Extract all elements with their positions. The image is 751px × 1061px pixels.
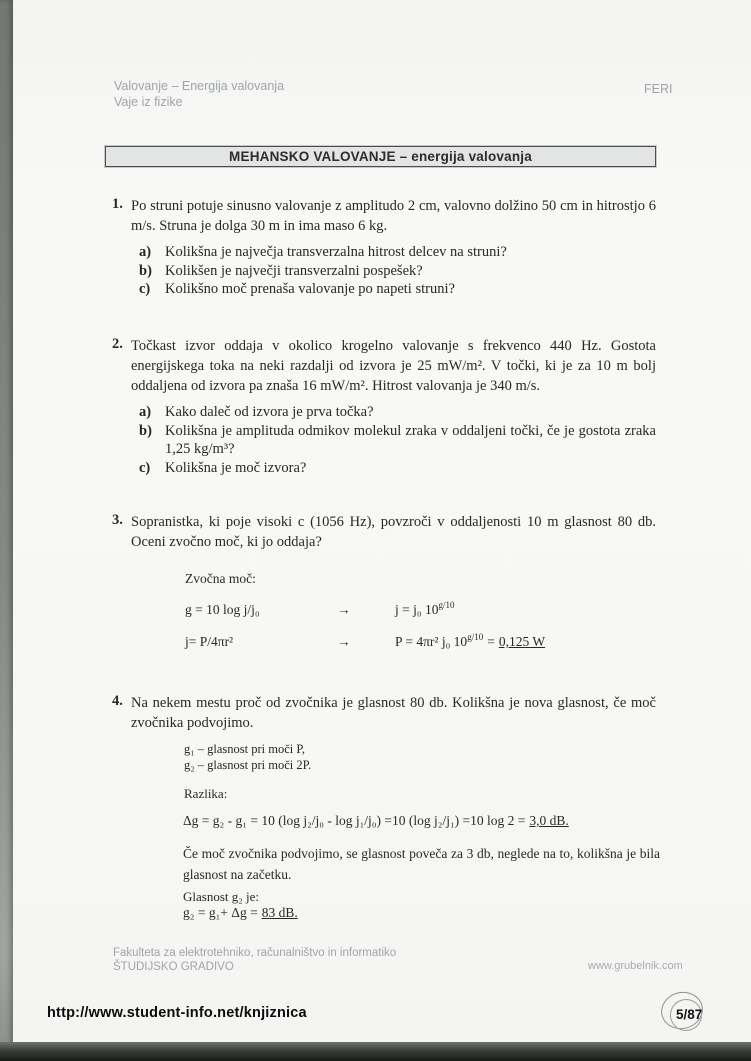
question-2-item-b	[139, 422, 656, 459]
arrow-right-icon: →	[337, 602, 351, 617]
question-1-intro: Po struni potuje sinusno valovanje z amplitudo 2 cm, valovno dolžino 50 cm in hitrostjo 6 m/s. Struna je dolga 30 m in ima maso 6 kg.	[131, 198, 656, 234]
delta-formula-result: 3,0 dB.	[529, 813, 569, 828]
item-label: a)	[139, 244, 152, 260]
item-label: a)	[139, 404, 152, 420]
page-header	[114, 79, 284, 110]
formula-row-1	[185, 601, 545, 618]
item-text: Kolikšna je moč izvora?	[165, 459, 307, 476]
item-label: b)	[139, 262, 152, 279]
definition-g2: g₂ – glasnost pri moči 2P.	[184, 758, 312, 772]
question-2	[112, 336, 656, 477]
equals-sign: =	[487, 634, 495, 649]
question-3-number: 3.	[112, 512, 123, 528]
footer-material-label: ŠTUDIJSKO GRADIVO	[113, 960, 234, 973]
loudness-label: Glasnost g₂ je:	[183, 889, 260, 904]
delta-formula-main: Δg = g₂ - g₁ = 10 (log j₂/j₀ - log j₁/j₀) =10 (log j₂/j₁) =10 log 2 =	[183, 813, 526, 828]
question-4-intro: Na nekem mestu proč od zvočnika je glasnost 80 db. Kolikšna je nova glasnost, če moč zvočnika podvojimo.	[131, 695, 656, 731]
question-4	[112, 693, 656, 733]
solution-3-heading: Zvočna moč:	[185, 571, 256, 586]
solution-4-delta-formula	[183, 813, 569, 829]
formula-right	[395, 633, 545, 650]
page-number: 5/87	[676, 1007, 703, 1022]
loudness-formula-result: 83 dB.	[261, 905, 298, 920]
question-2-number: 2.	[112, 336, 123, 352]
item-text: Kolikšen je največji transverzalni pospešek?	[165, 262, 423, 279]
solution-4-difference-heading: Razlika:	[184, 786, 228, 801]
question-1-item-a	[139, 243, 656, 262]
solution-4-definitions	[184, 741, 311, 773]
item-label: b)	[139, 422, 152, 439]
item-text: Kako daleč od izvora je prva točka?	[165, 404, 374, 420]
document-title: MEHANSKO VALOVANJE – energija valovanja	[229, 149, 532, 164]
solution-4-loudness	[183, 889, 298, 921]
formula-exponent: g/10	[467, 632, 484, 642]
question-2-item-a	[139, 403, 656, 422]
footer-faculty: Fakulteta za elektrotehniko, računalništvo in informatiko	[113, 947, 397, 959]
question-1	[112, 196, 656, 299]
loudness-formula-main: g₂ = g₁+ Δg =	[183, 905, 258, 920]
item-text: Kolikšna je amplituda odmikov molekul zraka v oddaljeni točki, če je gostota zraka 1,25 kg/m³?	[165, 422, 656, 458]
formula-result: 0,125 W	[498, 634, 546, 649]
header-subtitle: Vaje iz fizike	[114, 94, 183, 109]
formula-right	[395, 601, 454, 618]
scan-bottom-edge	[0, 1042, 751, 1061]
formula-base: P = 4πr² j₀ 10	[395, 634, 468, 649]
item-text: Kolikšno moč prenaša valovanje po napeti struni?	[165, 281, 455, 298]
document-title-box	[105, 146, 656, 167]
question-4-number: 4.	[112, 693, 123, 709]
question-1-number: 1.	[112, 196, 123, 212]
question-2-items	[139, 403, 656, 477]
item-text: Kolikšna je največja transverzalna hitrost delcev na struni?	[165, 244, 507, 260]
solution-4-note: Če moč zvočnika podvojimo, se glasnost poveča za 3 db, neglede na to, kolikšna je bila glasnost na začetku.	[183, 846, 660, 882]
formula-left: g = 10 log j/j₀	[185, 602, 260, 617]
formula-row-2	[185, 633, 545, 650]
header-course-title: Valovanje – Energija valovanja	[114, 79, 285, 93]
footer-website: www.grubelnik.com	[588, 960, 683, 972]
formula-left: j= P/4πr²	[185, 634, 234, 649]
question-3-intro: Sopranistka, ki poje visoki c (1056 Hz), povzroči v oddaljenosti 10 m glasnost 80 db. Oceni zvočno moč, ki jo oddaja?	[131, 514, 656, 550]
loudness-formula	[183, 905, 298, 921]
formula-base: j = j₀ 10	[395, 602, 439, 617]
question-3	[112, 512, 656, 552]
solution-3	[185, 570, 545, 650]
header-institution-label: FERI	[644, 82, 673, 96]
page-footer	[113, 947, 396, 974]
question-1-item-b	[139, 262, 656, 281]
bottom-library-url: http://www.student-info.net/knjiznica	[47, 1005, 307, 1021]
scan-left-edge	[0, 0, 13, 1061]
item-label: c)	[139, 459, 151, 476]
question-2-intro: Točkast izvor oddaja v okolico krogelno valovanje s frekvenco 440 Hz. Gostota energijskega toka na neki razdalji od izvora je 25 mW/m². V točki, ki je za 10 m bolj oddaljena od izvora pa znaša 16 mW/m². Hitrost valovanja je 340 m/s.	[131, 338, 656, 394]
question-2-item-c	[139, 459, 656, 478]
definition-g1: g₁ – glasnost pri moči P,	[184, 742, 306, 756]
item-label: c)	[139, 281, 151, 298]
arrow-right-icon: →	[337, 634, 351, 649]
question-1-item-c	[139, 280, 656, 299]
formula-exponent: g/10	[438, 600, 455, 610]
question-1-items	[139, 243, 656, 299]
